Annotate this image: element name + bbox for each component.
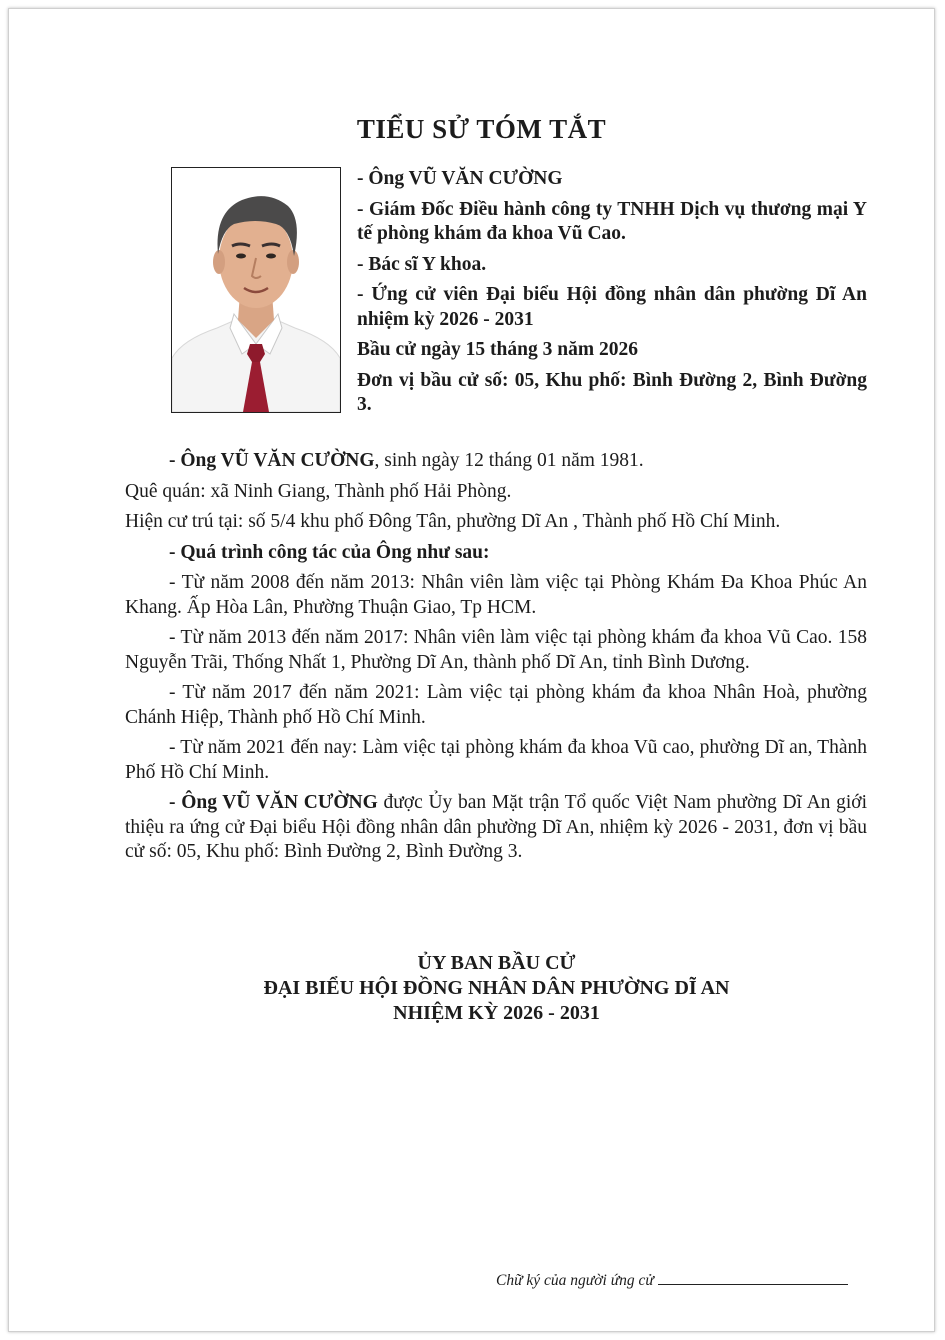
document-page <box>8 8 935 1332</box>
residence: Hiện cư trú tại: số 5/4 khu phố Đông Tân, phường Dĩ An , Thành phố Hồ Chí Minh. <box>125 511 781 532</box>
candidate-photo <box>171 167 341 413</box>
candidate-candidacy: - Ứng cử viên Đại biểu Hội đồng nhân dân phường Dĩ An nhiệm kỳ 2026 - 2031 <box>357 284 867 330</box>
portrait-illustration <box>172 168 340 412</box>
biography-body <box>125 449 867 871</box>
candidate-degree: - Bác sĩ Y khoa. <box>357 253 487 275</box>
career-item: - Từ năm 2021 đến nay: Làm việc tại phòng khám đa khoa Vũ cao, phường Dĩ an, Thành Phố Hồ Chí Minh. <box>125 737 867 783</box>
candidate-summary <box>357 167 867 424</box>
career-item: - Từ năm 2008 đến năm 2013: Nhân viên làm việc tại Phòng Khám Đa Khoa Phúc An Khang. Ấp Hòa Lân, Phường Thuận Giao, Tp HCM. <box>125 572 867 618</box>
hometown: Quê quán: xã Ninh Giang, Thành phố Hải Phòng. <box>125 480 512 502</box>
committee-line-3: NHIỆM KỲ 2026 - 2031 <box>393 1002 600 1024</box>
career-heading: - Quá trình công tác của Ông như sau: <box>169 541 490 563</box>
career-item: - Từ năm 2017 đến năm 2021: Làm việc tại phòng khám đa khoa Nhân Hoà, phường Chánh Hiệp, Thành phố Hồ Chí Minh. <box>125 682 867 728</box>
birth-paragraph <box>125 449 867 474</box>
nomination-paragraph <box>125 791 867 865</box>
nomination-details: được Ủy ban Mặt trận Tổ quốc Việt Nam phường Dĩ An giới thiệu ra ứng cử Đại biểu Hội đồng nhân dân phường Dĩ An, nhiệm kỳ 2026 - 2031, đơn vị bầu cử số: 05, Khu phố: Bình Đường 2, Bình Đường 3. <box>125 792 867 862</box>
document-title: TIỂU SỬ TÓM TẮT <box>356 114 607 144</box>
candidate-position: - Giám Đốc Điều hành công ty TNHH Dịch vụ thương mại Y tế phòng khám đa khoa Vũ Cao. <box>357 198 867 244</box>
signature-label: Chữ ký của người ứng cử <box>496 1272 654 1289</box>
birth-name: - Ông VŨ VĂN CƯỜNG <box>169 450 375 471</box>
issuing-committee <box>9 951 945 1026</box>
signature-area <box>496 1272 848 1290</box>
election-date: Bầu cử ngày 15 tháng 3 năm 2026 <box>357 339 638 360</box>
committee-line-1: ỦY BAN BẦU CỬ <box>417 952 576 974</box>
committee-line-2: ĐẠI BIỂU HỘI ĐỒNG NHÂN DÂN PHƯỜNG DĨ AN <box>263 977 730 999</box>
birth-details: , sinh ngày 12 tháng 01 năm 1981. <box>374 450 644 471</box>
nomination-name: - Ông VŨ VĂN CƯỜNG <box>169 792 378 813</box>
election-unit: Đơn vị bầu cử số: 05, Khu phố: Bình Đường 2, Bình Đường 3. <box>357 369 867 415</box>
candidate-name: - Ông VŨ VĂN CƯỜNG <box>357 168 563 189</box>
career-item: - Từ năm 2013 đến năm 2017: Nhân viên làm việc tại phòng khám đa khoa Vũ Cao. 158 Nguyễn Trãi, Thống Nhất 1, Phường Dĩ An, thành phố Dĩ An, tỉnh Bình Dương. <box>125 627 867 673</box>
signature-line <box>658 1272 848 1285</box>
